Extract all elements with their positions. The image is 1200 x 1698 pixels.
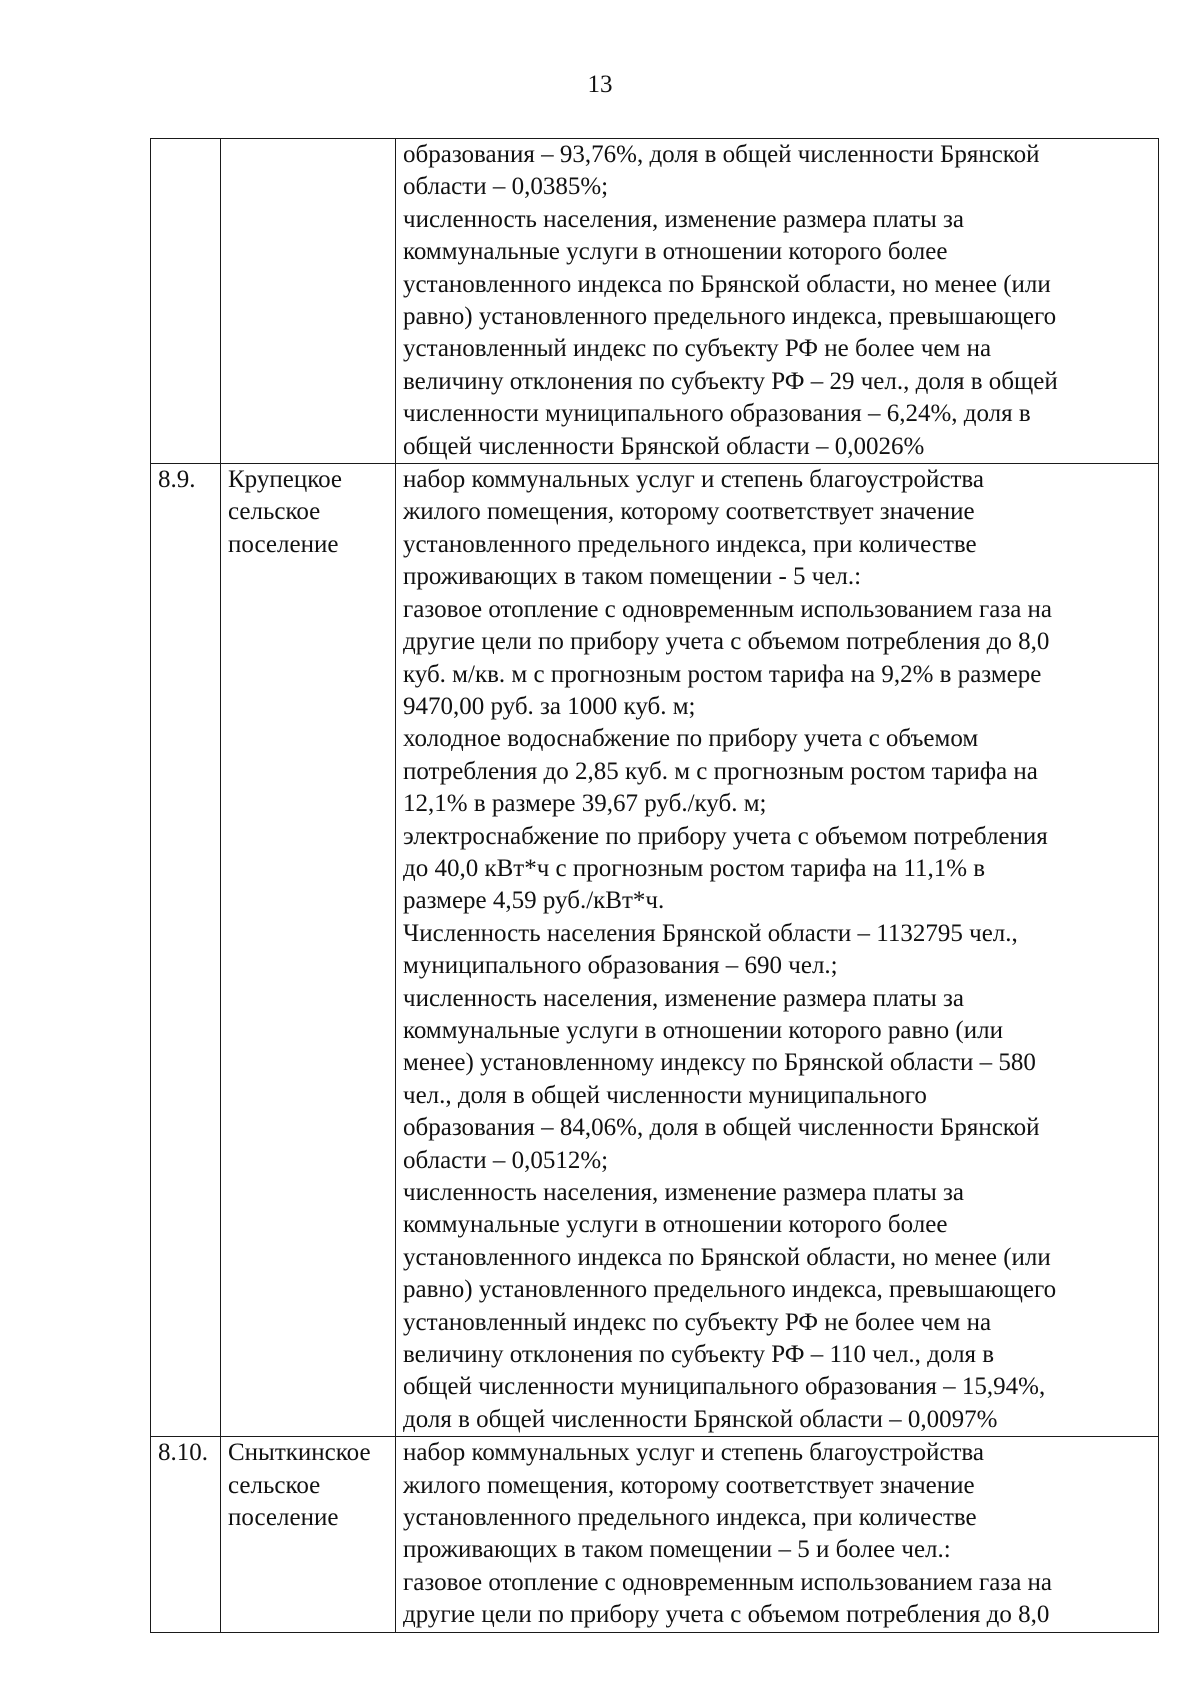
page-number: 13 (587, 71, 613, 98)
description-line: жилого помещения, которому соответствует значение (403, 498, 975, 526)
table-body (151, 139, 1159, 1633)
settlement-name-line: сельское (228, 1471, 321, 1499)
description-line: проживающих в таком помещении - 5 чел.: (403, 563, 862, 591)
description-line: размере 4,59 руб./кВт*ч. (403, 887, 665, 915)
table-row (151, 1437, 1159, 1632)
row-number: 8.9. (158, 466, 196, 494)
settlement-name-line: поселение (228, 1504, 339, 1532)
description-line: другие цели по прибору учета с объемом потребления до 8,0 (403, 628, 1050, 656)
description-line: холодное водоснабжение по прибору учета с объемом (403, 725, 979, 753)
row-number: 8.10. (158, 1439, 208, 1467)
description-line: муниципального образования – 690 чел.; (403, 952, 838, 980)
description-line: менее) установленному индексу по Брянской области – 580 (403, 1049, 1036, 1077)
description-line: установленный индекс по субъекту РФ не более чем на (403, 335, 992, 363)
settlement-name-line: Крупецкое (228, 466, 342, 494)
row-number-cell (151, 139, 221, 464)
description-line: потребления до 2,85 куб. м с прогнозным ростом тарифа на (403, 757, 1038, 785)
description-line: газовое отопление с одновременным использованием газа на (403, 595, 1053, 623)
description-line: установленного индекса по Брянской области, но менее (или (403, 270, 1051, 298)
settlements-table (150, 138, 1159, 1633)
description-line: чел., доля в общей численности муниципального (403, 1081, 927, 1109)
description-line: доля в общей численности Брянской области – 0,0097% (403, 1405, 998, 1433)
description-line: куб. м/кв. м с прогнозным ростом тарифа на 9,2% в размере (403, 660, 1042, 688)
settlement-name-line: Сныткинское (228, 1439, 371, 1467)
settlement-name-line: поселение (228, 530, 339, 558)
description-line: общей численности муниципального образования – 15,94%, (403, 1373, 1046, 1401)
description-line: 9470,00 руб. за 1000 куб. м; (403, 692, 696, 720)
row-number-cell (151, 464, 221, 1437)
description-line: численность населения, изменение размера платы за (403, 1179, 964, 1206)
description-line: равно) установленного предельного индекса, превышающего (403, 1276, 1057, 1304)
description-line: Численность населения Брянской области – 1132795 чел., (403, 919, 1018, 947)
description-line: другие цели по прибору учета с объемом потребления до 8,0 (403, 1601, 1050, 1629)
description-line: численность населения, изменение размера платы за (403, 984, 964, 1012)
description-cell (396, 464, 1159, 1437)
description-line: области – 0,0512%; (403, 1146, 609, 1174)
description-line: до 40,0 кВт*ч с прогнозным ростом тарифа на 11,1% в (403, 854, 986, 882)
description-line: величину отклонения по субъекту РФ – 29 чел., доля в общей (403, 367, 1058, 395)
description-cell (396, 139, 1159, 464)
description-line: 12,1% в размере 39,67 руб./куб. м; (403, 790, 767, 818)
description-line: численности муниципального образования – 6,24%, доля в (403, 400, 1031, 428)
description-line: газовое отопление с одновременным использованием газа на (403, 1568, 1053, 1596)
settlement-name-line: сельское (228, 498, 321, 526)
row-number-cell (151, 1437, 221, 1632)
settlement-name-cell (221, 139, 396, 464)
description-line: электроснабжение по прибору учета с объемом потребления (403, 822, 1048, 850)
description-cell (396, 1437, 1159, 1632)
description-line: набор коммунальных услуг и степень благоустройства (403, 1439, 984, 1467)
description-line: общей численности Брянской области – 0,0026% (403, 432, 925, 460)
description-line: установленного индекса по Брянской области, но менее (или (403, 1243, 1051, 1271)
table-row (151, 464, 1159, 1437)
description-line: набор коммунальных услуг и степень благоустройства (403, 466, 984, 494)
description-line: численность населения, изменение размера платы за (403, 205, 964, 233)
description-line: образования – 93,76%, доля в общей численности Брянской (403, 141, 1040, 168)
description-line: образования – 84,06%, доля в общей численности Брянской (403, 1114, 1040, 1142)
description-line: установленный индекс по субъекту РФ не более чем на (403, 1308, 992, 1336)
description-line: равно) установленного предельного индекса, превышающего (403, 303, 1057, 331)
settlement-name-cell (221, 1437, 396, 1632)
settlement-name-cell (221, 464, 396, 1437)
description-line: коммунальные услуги в отношении которого более (403, 238, 948, 266)
description-line: коммунальные услуги в отношении которого более (403, 1211, 948, 1239)
description-line: установленного предельного индекса, при количестве (403, 530, 977, 558)
description-line: жилого помещения, которому соответствует значение (403, 1471, 975, 1499)
table-row (151, 139, 1159, 464)
description-line: проживающих в таком помещении – 5 и более чел.: (403, 1536, 951, 1564)
description-line: величину отклонения по субъекту РФ – 110 чел., доля в (403, 1341, 995, 1369)
description-line: установленного предельного индекса, при количестве (403, 1504, 977, 1532)
description-line: области – 0,0385%; (403, 173, 609, 201)
description-line: коммунальные услуги в отношении которого равно (или (403, 1016, 1003, 1044)
